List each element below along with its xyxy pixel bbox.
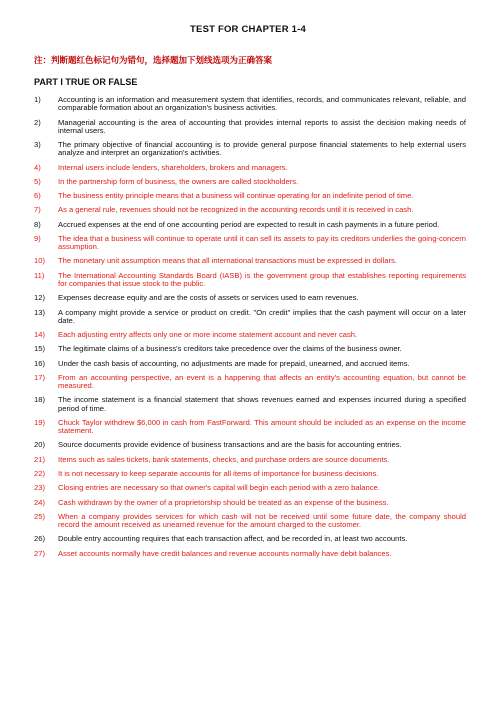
question-item xyxy=(34,206,466,214)
question-text: The International Accounting Standards Board (IASB) is the government group that establishes reporting requirements for companies that issue stock to the public. xyxy=(58,270,466,288)
question-number: 5) xyxy=(34,176,41,186)
question-item xyxy=(34,441,466,449)
question-item xyxy=(34,345,466,353)
question-item xyxy=(34,235,466,251)
question-item xyxy=(34,374,466,390)
question-number: 16) xyxy=(34,358,45,368)
question-item xyxy=(34,470,466,478)
question-item xyxy=(34,294,466,302)
question-number: 26) xyxy=(34,534,45,544)
question-item xyxy=(34,309,466,325)
question-text: Under the cash basis of accounting, no adjustments are made for prepaid, unearned, and accrued items. xyxy=(58,358,410,368)
question-number: 4) xyxy=(34,162,41,172)
question-item xyxy=(34,550,466,558)
question-item xyxy=(34,257,466,265)
question-text: Accounting is an information and measurement system that identifies, records, and communicates relevant, reliable, and comparable formation about an organization's business activities. xyxy=(58,95,466,113)
question-number: 25) xyxy=(34,511,45,521)
question-text: Managerial accounting is the area of accounting that provides internal reports to assist the decision making needs of internal users. xyxy=(58,117,466,135)
question-item xyxy=(34,499,466,507)
question-number: 20) xyxy=(34,440,45,450)
question-text: The monetary unit assumption means that all international transactions must be expressed in dollars. xyxy=(58,256,397,266)
question-number: 10) xyxy=(34,256,45,266)
question-number: 9) xyxy=(34,233,41,243)
question-item xyxy=(34,141,466,157)
question-list xyxy=(34,96,466,564)
question-text: When a company provides services for which cash will not be received until some future date, the company should record the amount received as unearned revenue for the amount charged to the customer. xyxy=(58,511,466,530)
question-item xyxy=(34,331,466,339)
question-text: From an accounting perspective, an event is a happening that affects an entity's accounting equation, but cannot be measured. xyxy=(58,372,466,391)
question-text: Asset accounts normally have credit balances and revenue accounts normally have debit balances. xyxy=(58,548,392,558)
question-text: The business entity principle means that a business will continue operating for an indefinite period of time. xyxy=(58,191,414,201)
question-item xyxy=(34,360,466,368)
question-text: In the partnership form of business, the owners are called stockholders. xyxy=(58,176,299,186)
question-item xyxy=(34,272,466,288)
question-text: The primary objective of financial accounting is to provide general purpose financial statements to help external users analyze and interpret an organization's activities. xyxy=(58,140,466,158)
question-number: 15) xyxy=(34,344,45,354)
question-item xyxy=(34,484,466,492)
question-text: Closing entries are necessary so that owner's capital will begin each period with a zero balance. xyxy=(58,483,380,493)
question-item xyxy=(34,192,466,200)
question-item xyxy=(34,396,466,412)
question-number: 21) xyxy=(34,454,45,464)
question-item xyxy=(34,513,466,529)
section-heading: PART I TRUE OR FALSE xyxy=(34,77,138,87)
question-text: The income statement is a financial statement that shows revenues earned and expenses incurred during a specified period of time. xyxy=(58,395,466,413)
question-number: 27) xyxy=(34,548,45,558)
question-number: 13) xyxy=(34,307,45,317)
question-item xyxy=(34,119,466,135)
page-title: TEST FOR CHAPTER 1-4 xyxy=(190,24,306,35)
question-text: It is not necessary to keep separate accounts for all items of importance for business decisions. xyxy=(58,469,379,479)
question-number: 17) xyxy=(34,372,45,382)
question-text: Internal users include lenders, shareholders, brokers and managers. xyxy=(58,162,288,172)
question-number: 6) xyxy=(34,191,41,201)
question-number: 22) xyxy=(34,469,45,479)
question-number: 12) xyxy=(34,293,45,303)
question-number: 19) xyxy=(34,417,45,427)
question-text: The idea that a business will continue to operate until it can sell its assets to pay its creditors underlies the going-concern assumption. xyxy=(58,233,466,252)
question-item xyxy=(34,419,466,435)
question-number: 23) xyxy=(34,483,45,493)
question-item xyxy=(34,456,466,464)
question-text: Accrued expenses at the end of one accounting period are expected to result in cash payments in a future period. xyxy=(58,219,440,229)
question-text: Each adjusting entry affects only one or more income statement account and never cash. xyxy=(58,330,358,340)
question-item xyxy=(34,535,466,543)
question-text: Cash withdrawn by the owner of a proprietorship should be treated as an expense of the business. xyxy=(58,497,389,507)
question-number: 24) xyxy=(34,497,45,507)
question-text: Source documents provide evidence of business transactions and are the basis for accounting entries. xyxy=(58,440,402,450)
question-number: 7) xyxy=(34,205,41,215)
question-number: 11) xyxy=(34,270,45,280)
question-text: Expenses decrease equity and are the costs of assets or services used to earn revenues. xyxy=(58,293,359,303)
question-item xyxy=(34,221,466,229)
question-text: Items such as sales tickets, bank statements, checks, and purchase orders are source documents. xyxy=(58,454,390,464)
question-number: 3) xyxy=(34,140,41,149)
question-item xyxy=(34,164,466,172)
question-item xyxy=(34,178,466,186)
instruction-note: 注：判断题红色标记句为错句，选择题加下划线选项为正确答案 xyxy=(34,55,273,65)
question-number: 14) xyxy=(34,330,45,340)
question-number: 2) xyxy=(34,117,41,127)
question-number: 1) xyxy=(34,95,41,104)
question-item xyxy=(34,96,466,112)
question-text: Double entry accounting requires that each transaction affect, and be recorded in, at least two accounts. xyxy=(58,534,408,544)
question-text: The legitimate claims of a business's creditors take precedence over the claims of the business owner. xyxy=(58,344,402,354)
question-text: Chuck Taylor withdrew $6,000 in cash from FastForward. This amount should be included as an expense on the income statement. xyxy=(58,417,466,436)
question-number: 18) xyxy=(34,395,45,405)
question-number: 8) xyxy=(34,219,41,229)
question-text: As a general rule, revenues should not be recognized in the accounting records until it is received in cash. xyxy=(58,205,414,215)
question-text: A company might provide a service or product on credit. "On credit" implies that the cash payment will occur on a later date. xyxy=(58,307,466,325)
